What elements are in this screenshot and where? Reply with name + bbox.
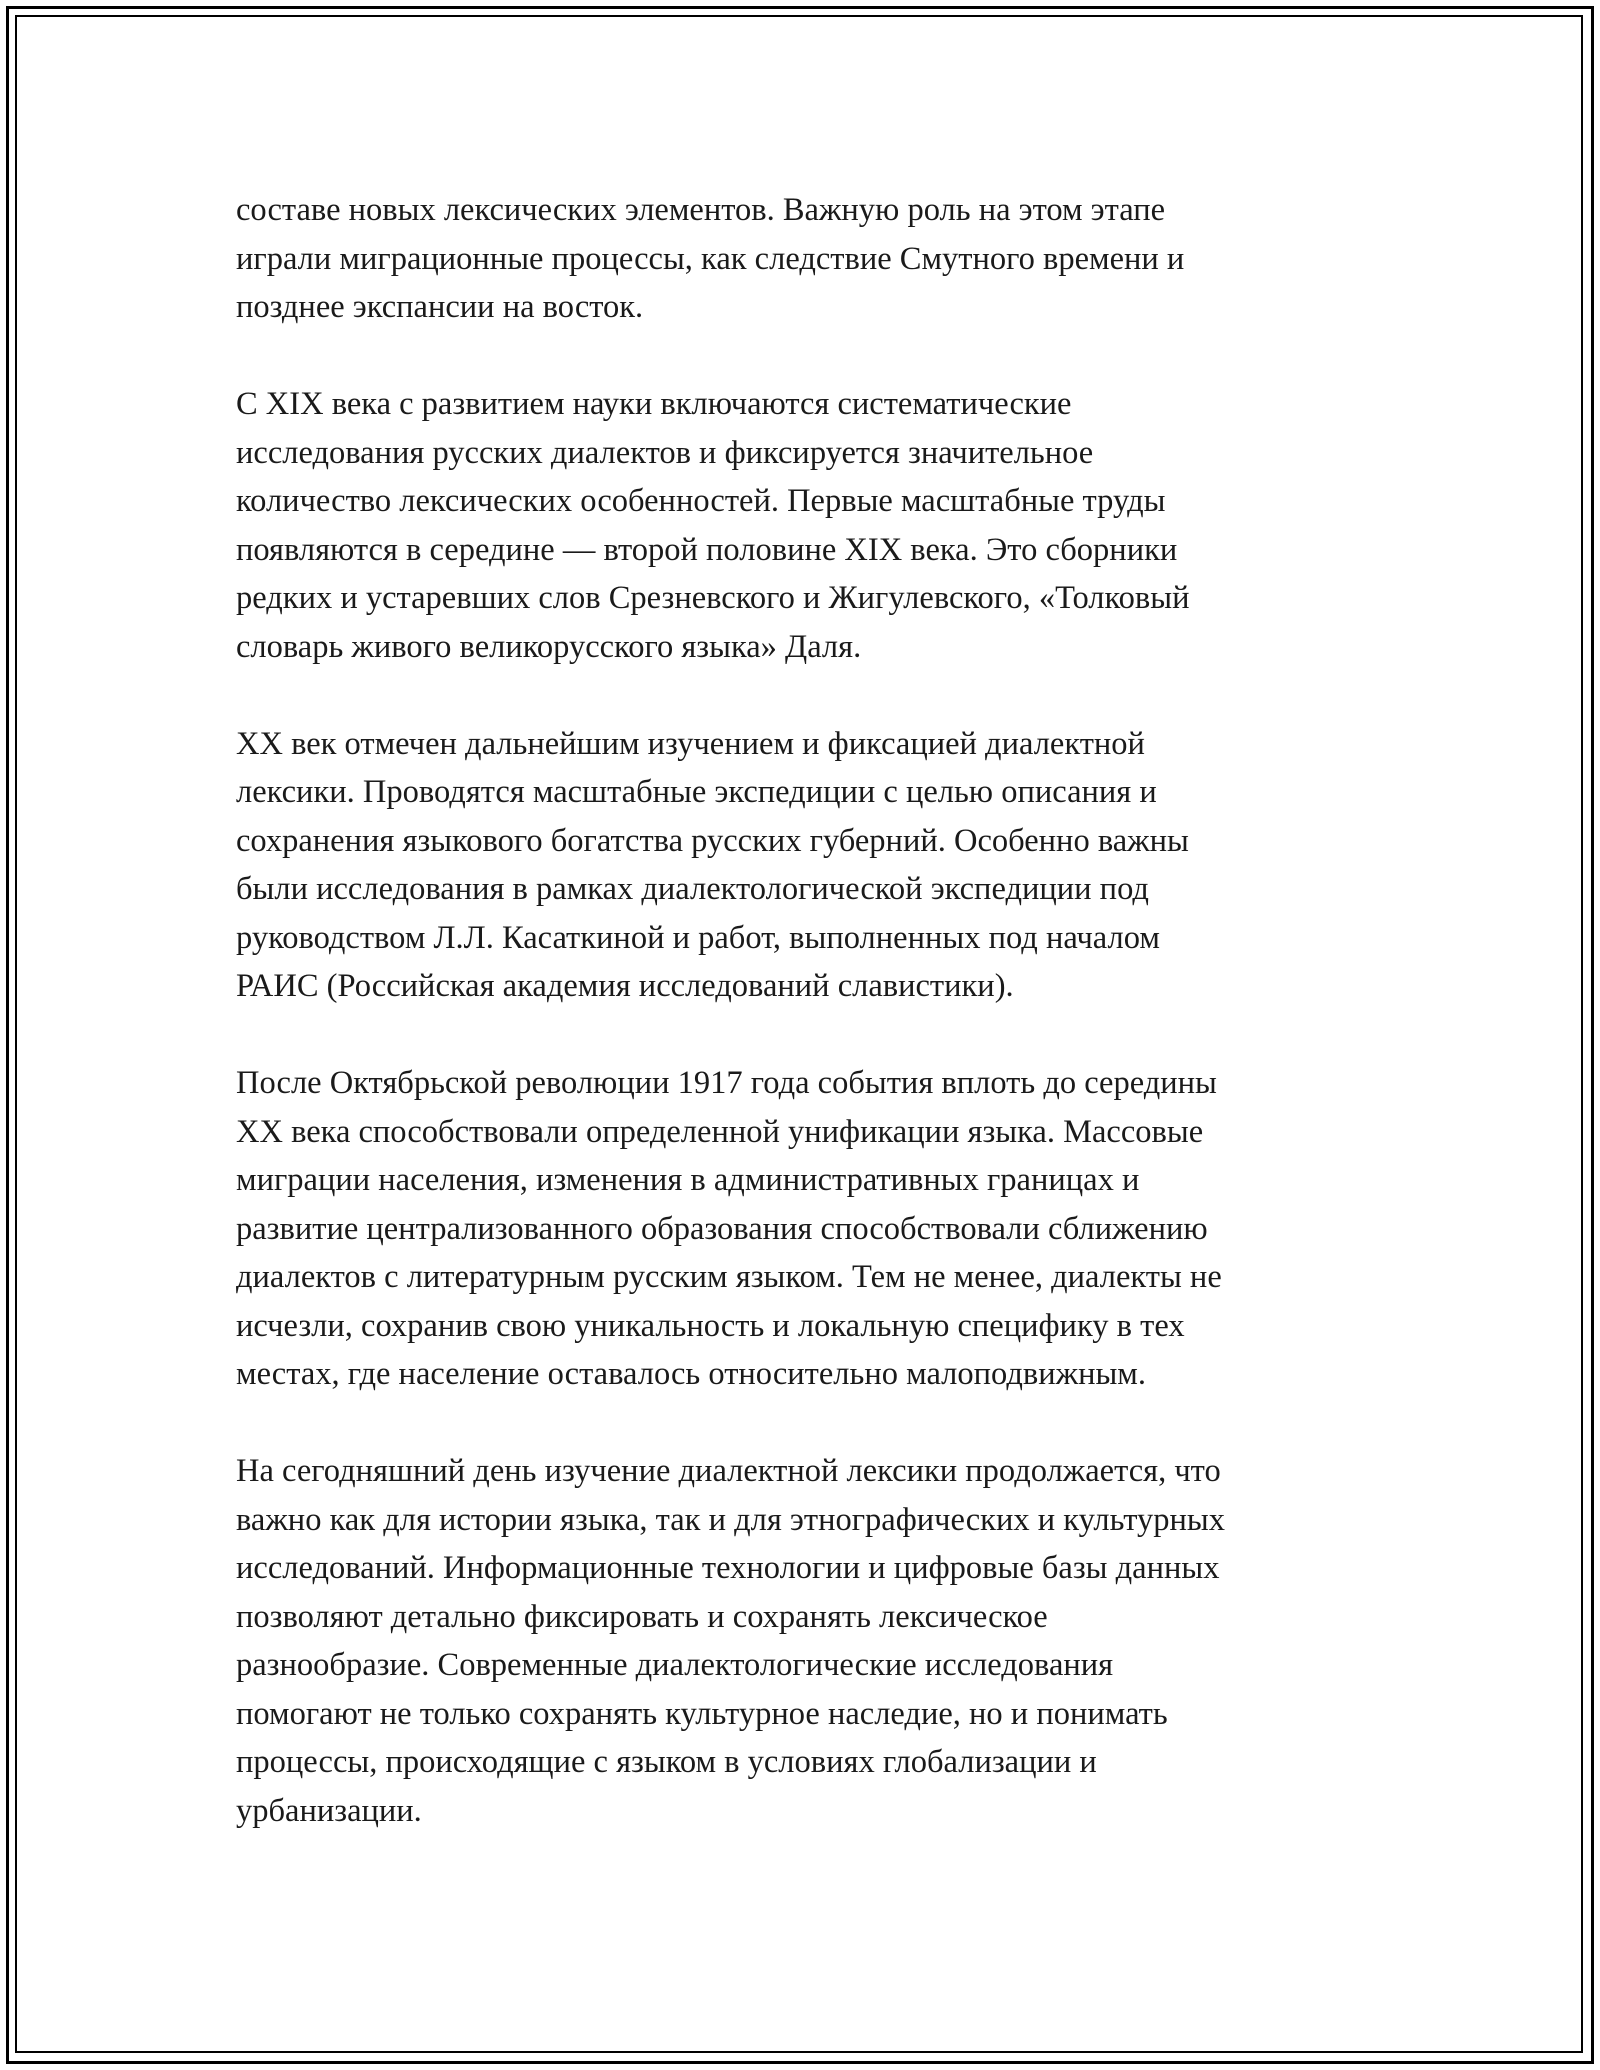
paragraph-2 [236, 380, 1376, 671]
text-line: позволяют детально фиксировать и сохранять лексическое [236, 1598, 1048, 1635]
text-line: местах, где население оставалось относительно малоподвижным. [236, 1356, 1146, 1392]
text-line: редких и устаревших слов Срезневского и Жигулевского, «Толковый [236, 580, 1190, 616]
text-line: сохранения языкового богатства русских губерний. Особенно важны [236, 822, 1189, 859]
text-line: разнообразие. Современные диалектологические исследования [236, 1647, 1114, 1683]
text-line: были исследования в рамках диалектологической экспедиции под [236, 871, 1149, 907]
text-line: диалектов с литературным русским языком. Тем не менее, диалекты не [236, 1259, 1222, 1295]
text-line: помогают не только сохранять культурное наследие, но и понимать [236, 1695, 1168, 1732]
paragraph-4 [236, 1059, 1376, 1399]
text-line: На сегодняшний день изучение диалектной лексики продолжается, что [236, 1453, 1221, 1489]
text-line: руководством Л.Л. Касаткиной и работ, выполненных под началом [236, 919, 1160, 956]
paragraph-1 [236, 186, 1376, 332]
text-line: урбанизации. [236, 1792, 422, 1829]
text-line: исчезли, сохранив свою уникальность и локальную специфику в тех [236, 1307, 1185, 1344]
text-line: количество лексических особенностей. Первые масштабные труды [236, 483, 1166, 519]
text-line: развитие централизованного образования способствовали сближению [236, 1210, 1208, 1247]
text-line: появляются в середине — второй половине XIX века. Это сборники [236, 531, 1178, 568]
text-line: XX века способствовали определенной унификации языка. Массовые [236, 1113, 1204, 1150]
text-line: словарь живого великорусского языка» Даля. [236, 628, 862, 665]
text-line: исследования русских диалектов и фиксируется значительное [236, 434, 1094, 471]
document-body [236, 186, 1376, 1884]
text-line: XX век отмечен дальнейшим изучением и фиксацией диалектной [236, 725, 1145, 762]
text-line: С XIX века с развитием науки включаются систематические [236, 386, 1072, 422]
text-line: РАИС (Российская академия исследований славистики). [236, 968, 1014, 1004]
text-line: лексики. Проводятся масштабные экспедиции с целью описания и [236, 774, 1157, 810]
text-line: исследований. Информационные технологии и цифровые базы данных [236, 1550, 1220, 1586]
text-line: составе новых лексических элементов. Важную роль на этом этапе [236, 192, 1166, 228]
text-line: позднее экспансии на восток. [236, 289, 644, 325]
paragraph-3 [236, 720, 1376, 1011]
text-line: играли миграционные процессы, как следствие Смутного времени и [236, 240, 1185, 277]
text-line: миграции населения, изменения в административных границах и [236, 1162, 1140, 1198]
paragraph-5 [236, 1447, 1376, 1835]
text-line: процессы, происходящие с языком в условиях глобализации и [236, 1744, 1097, 1780]
text-line: важно как для истории языка, так и для этнографических и культурных [236, 1501, 1225, 1538]
text-line: После Октябрьской революции 1917 года события вплоть до середины [236, 1065, 1217, 1101]
